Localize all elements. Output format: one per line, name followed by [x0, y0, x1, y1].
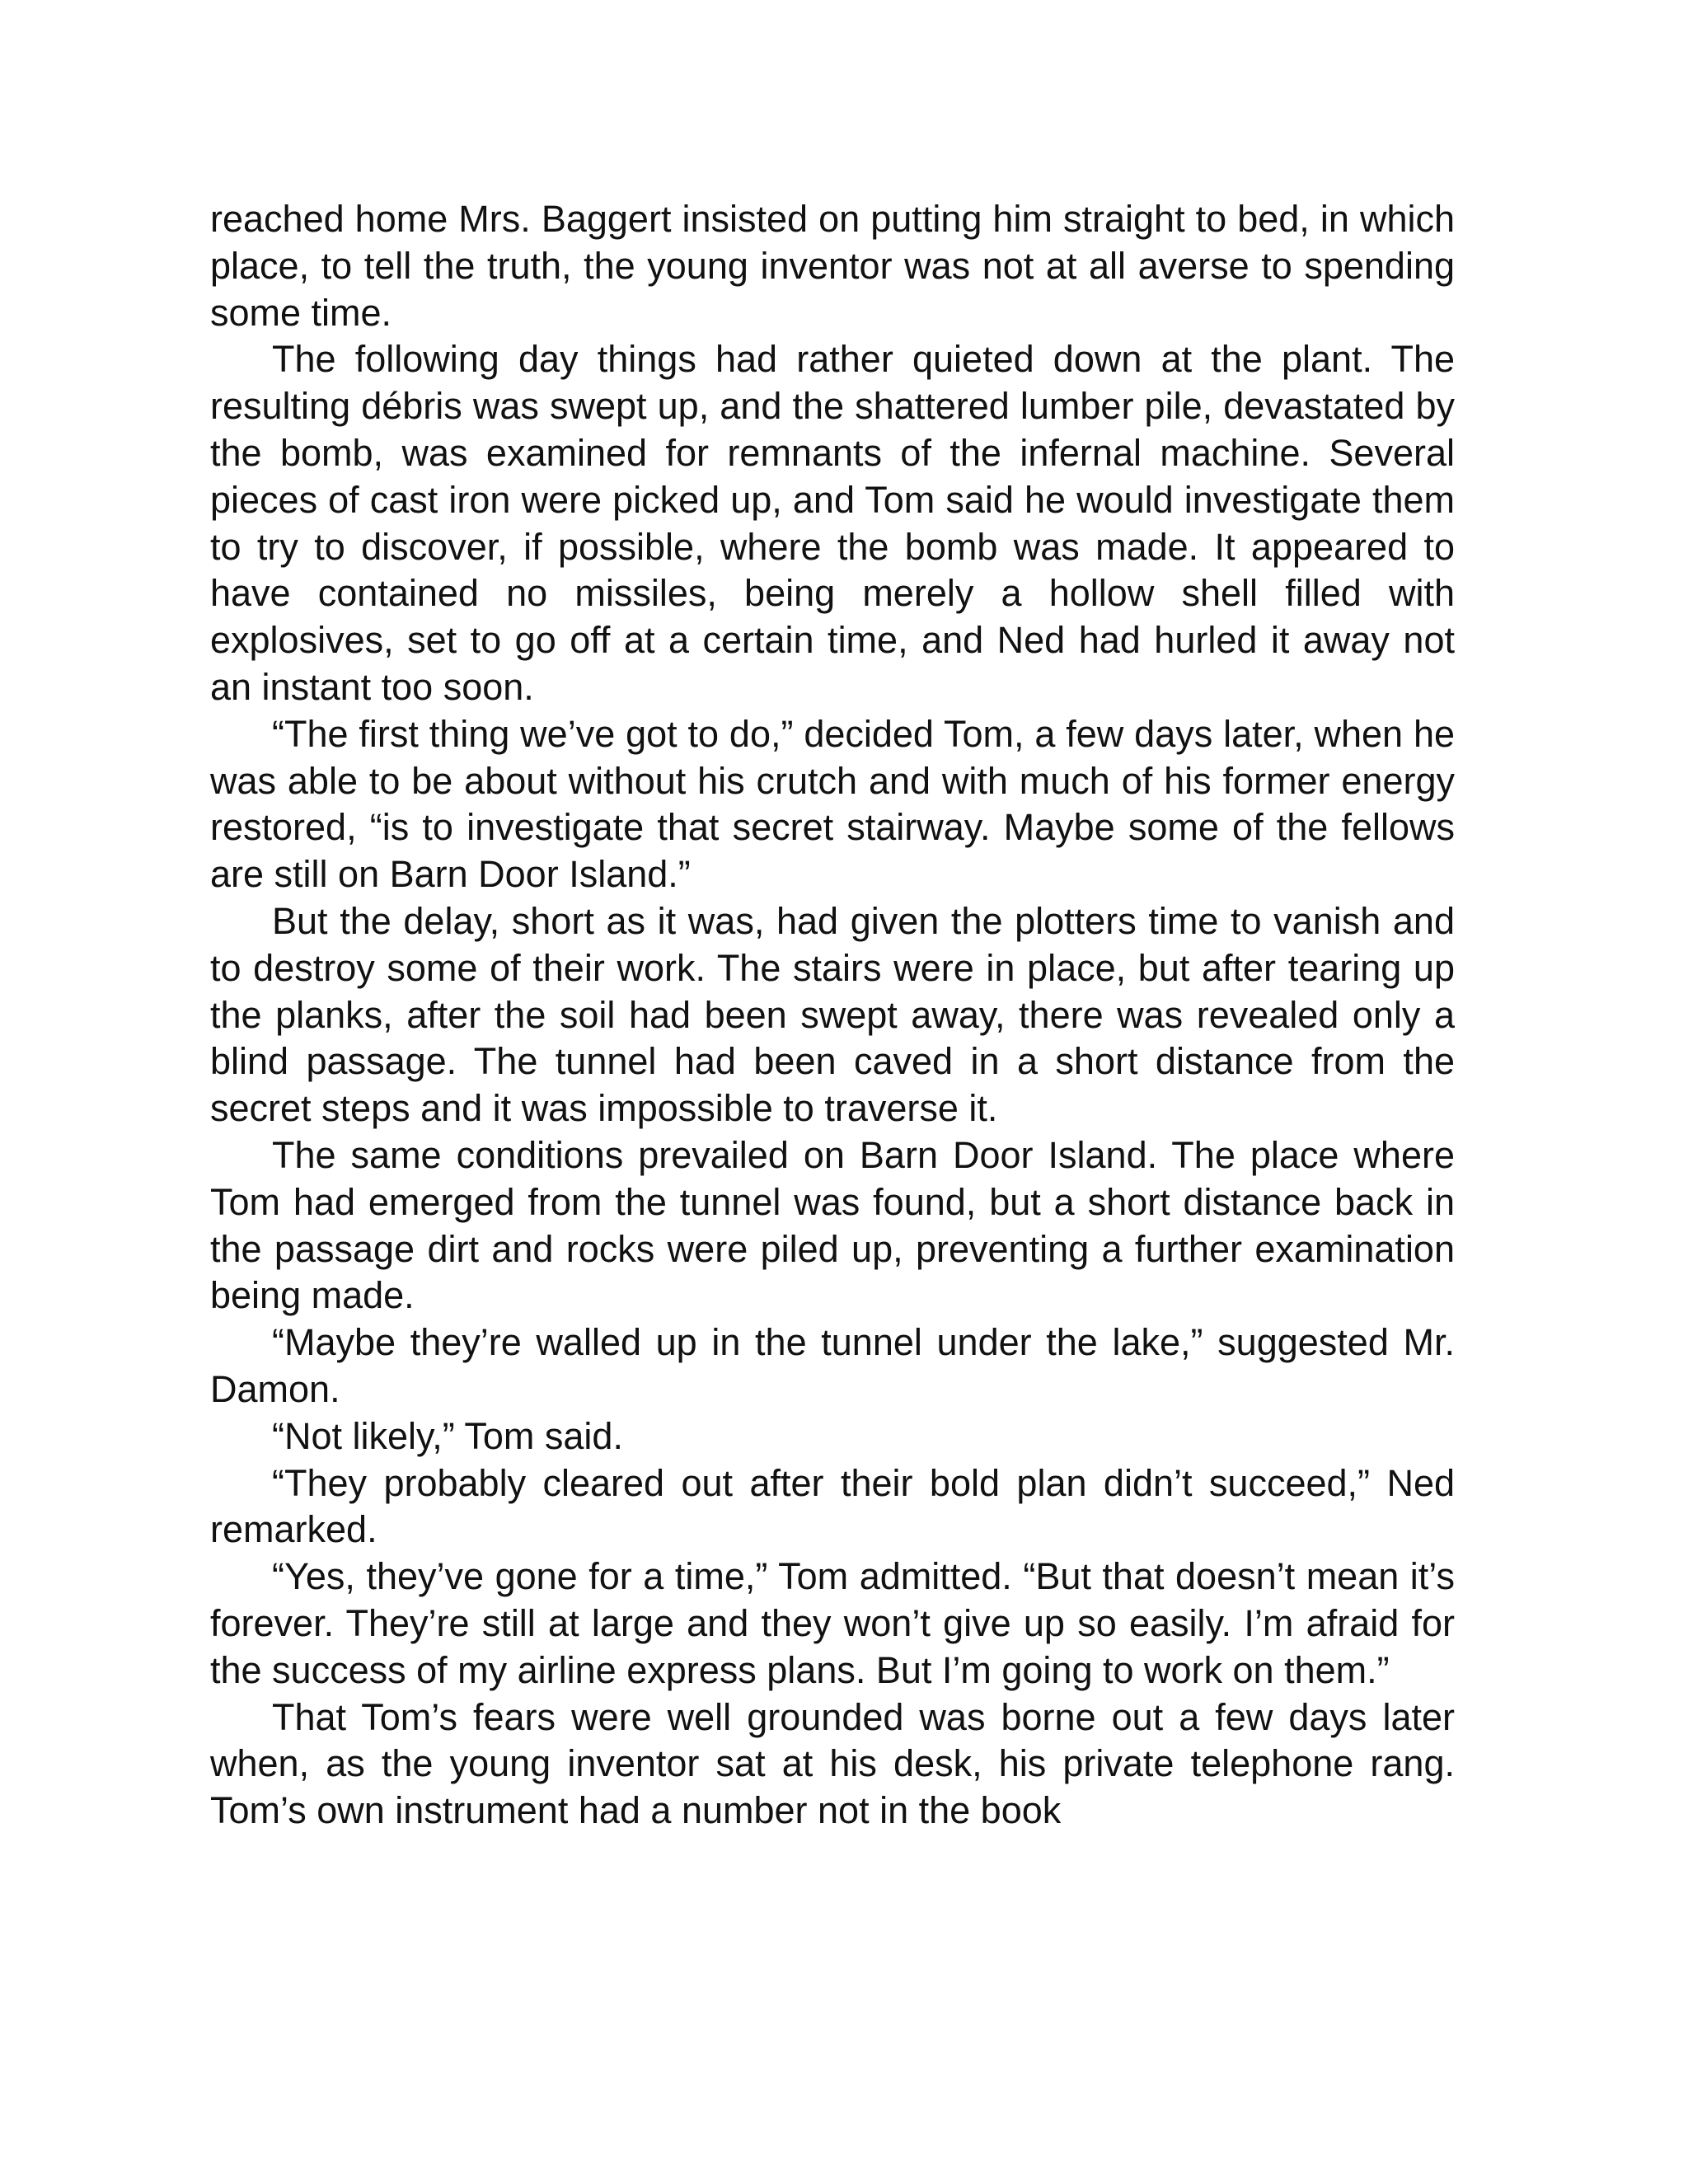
paragraph-6: “Maybe they’re walled up in the tunnel under the lake,” suggested Mr. Damon. — [210, 1321, 1455, 1410]
paragraph-7: “Not likely,” Tom said. — [272, 1414, 623, 1457]
paragraph-9: “Yes, they’ve gone for a time,” Tom admitted. “But that doesn’t mean it’s forever. They’re still at large and they won’t give up so easily. I’m afraid for the success of my airline express plans. But I’m going to work on them.” — [210, 1555, 1455, 1691]
body-text — [210, 196, 1455, 1835]
paragraph-2: The following day things had rather quieted down at the plant. The resulting débris was swept up, and the shattered lumber pile, devastated by the bomb, was examined for remnants of the infernal machine. Several pieces of cast iron were picked up, and Tom said he would investigate them to try to discover, if possible, where the bomb was made. It appeared to have contained no missiles, being merely a hollow shell filled with explosives, set to go off at a certain time, and Ned had hurled it away not an instant too soon. — [210, 338, 1455, 708]
paragraph-3: “The first thing we’ve got to do,” decided Tom, a few days later, when he was able to be about without his crutch and with much of his former energy restored, “is to investigate that secret stairway. Maybe some of the fellows are still on Barn Door Island.” — [210, 712, 1455, 896]
paragraph-4: But the delay, short as it was, had given the plotters time to vanish and to destroy some of their work. The stairs were in place, but after tearing up the planks, after the soil had been swept away, there was revealed only a blind passage. The tunnel had been caved in a short distance from the secret steps and it was impossible to traverse it. — [210, 899, 1455, 1130]
paragraph-5: The same conditions prevailed on Barn Door Island. The place where Tom had emerged from the tunnel was found, but a short distance back in the passage dirt and rocks were piled up, preventing a further examination being made. — [210, 1133, 1455, 1317]
paragraph-1: reached home Mrs. Baggert insisted on putting him straight to bed, in which place, to tell the truth, the young inventor was not at all averse to spending some time. — [210, 198, 1455, 334]
paragraph-8: “They probably cleared out after their bold plan didn’t succeed,” Ned remarked. — [210, 1461, 1455, 1551]
paragraph-10: That Tom’s fears were well grounded was borne out a few days later when, as the young inventor sat at his desk, his private telephone rang. Tom’s own instrument had a number not in the book — [210, 1695, 1455, 1832]
